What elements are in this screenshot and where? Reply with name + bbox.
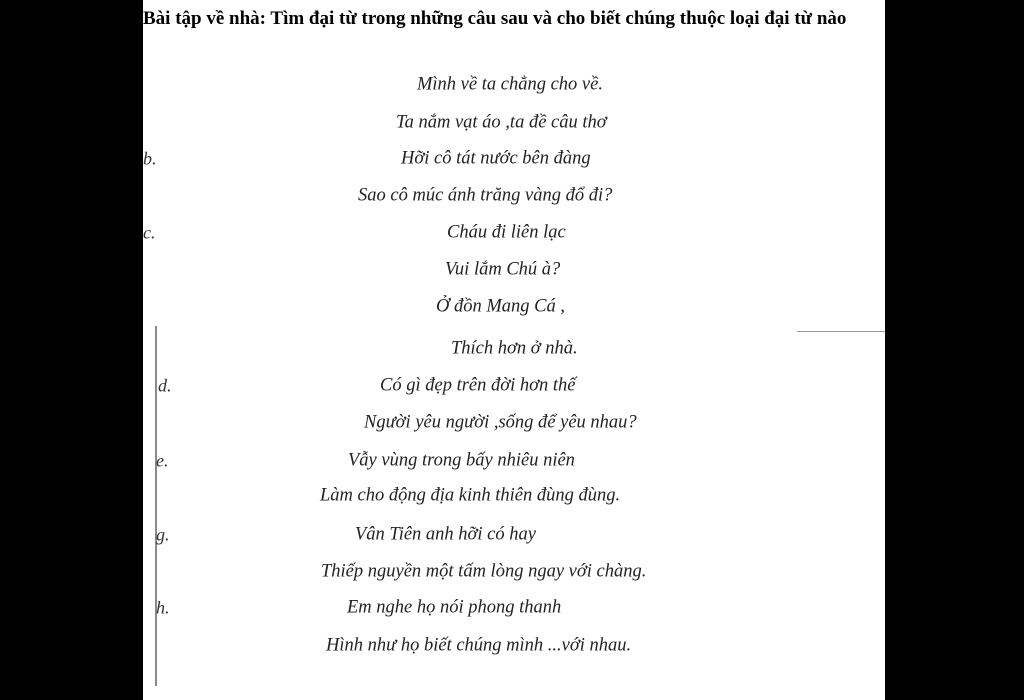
horizontal-rule — [797, 331, 885, 332]
poem-line: Mình về ta chẳng cho về. — [417, 74, 603, 95]
poem-line: Thiếp nguyền một tấm lòng ngay với chàng. — [321, 561, 647, 582]
poem-line: Vẫy vùng trong bấy nhiêu niên — [348, 450, 575, 471]
poem-line: Vui lắm Chú à? — [445, 259, 561, 280]
poem-line: Cháu đi liên lạc — [447, 222, 566, 243]
poem-line: Vân Tiên anh hỡi có hay — [355, 524, 536, 545]
poem-line: Sao cô múc ánh trăng vàng đổ đi? — [358, 185, 613, 206]
item-label-g: g. — [156, 524, 170, 545]
poem-line: Em nghe họ nói phong thanh — [347, 597, 562, 618]
poem-line: Hỡi cô tát nước bên đàng — [401, 148, 591, 169]
poem-line: Có gì đẹp trên đời hơn thế — [380, 375, 576, 396]
poem-line: Hình như họ biết chúng mình ...với nhau. — [326, 635, 632, 656]
item-label-b: b. — [143, 148, 157, 169]
poem-line: Người yêu người ,sống để yêu nhau? — [364, 412, 637, 433]
vertical-rule — [155, 326, 157, 686]
poem-line: Làm cho động địa kinh thiên đùng đùng. — [320, 485, 621, 506]
document-page — [143, 0, 885, 700]
item-label-h: h. — [156, 597, 170, 618]
item-label-e: e. — [156, 450, 169, 471]
poem-line: Ở đồn Mang Cá , — [436, 296, 565, 317]
exercise-title: Bài tập về nhà: Tìm đại từ trong những câu sau và cho biết chúng thuộc loại đại từ nào — [143, 8, 847, 29]
poem-line: Thích hơn ở nhà. — [451, 338, 578, 359]
item-label-c: c. — [143, 222, 156, 243]
item-label-d: d. — [158, 375, 172, 396]
poem-line: Ta nắm vạt áo ,ta đề câu thơ — [396, 112, 607, 133]
